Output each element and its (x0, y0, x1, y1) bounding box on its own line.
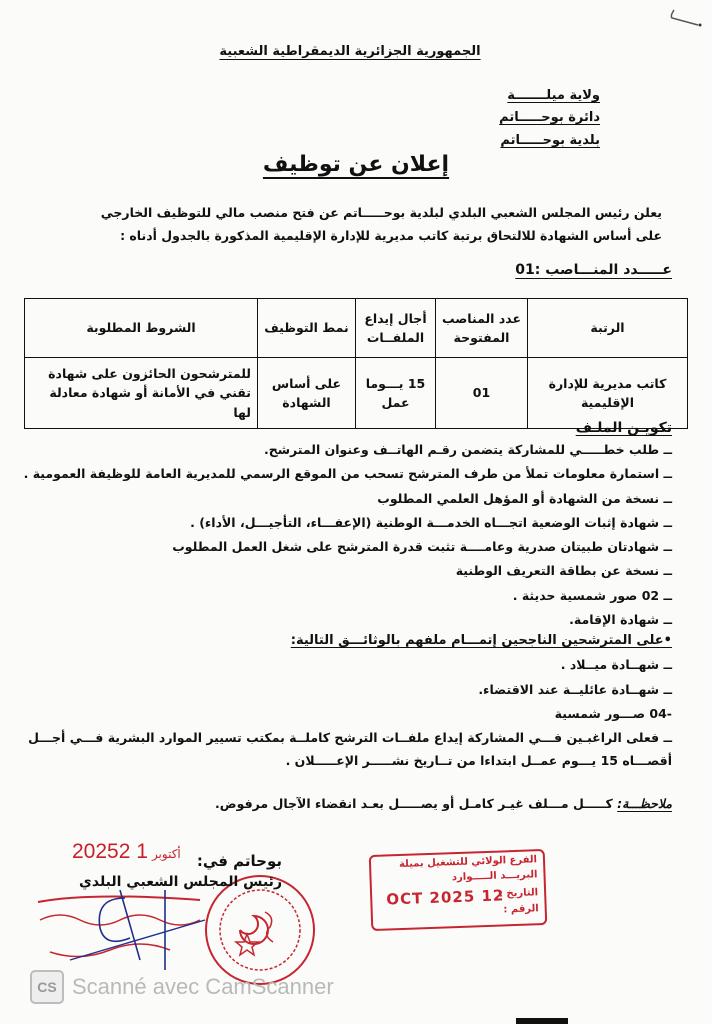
cell-conditions: للمترشحون الحائزون على شهادة تقني في الأمانة أو شهادة معادلة لها (25, 358, 258, 429)
stamp-date: 12 OCT 2025 (385, 886, 505, 909)
republic-heading: الجمهورية الجزائرية الديمقراطية الشعبية (219, 44, 481, 59)
dossier-item: ــ استمارة معلومات تملأ من طرف المترشح تسحب من الموقع الرسمي للمديرية العامة للوظيفة العمومية . (23, 466, 672, 481)
col-header-recruitment-mode: نمط التوظيف (258, 299, 356, 358)
bottom-edge-mark (516, 1018, 568, 1024)
baladia-label: بلدية بوحـــــاتم (500, 133, 600, 148)
dossier-item: ــ 02 صور شمسية حديثة . (512, 588, 672, 603)
daira-label: دائرة بوحـــــاتم (499, 110, 600, 125)
winners-item: ــ شهــادة ميــلاد . (560, 657, 672, 672)
note (215, 796, 672, 811)
col-header-conditions: الشروط المطلوبة (25, 299, 258, 358)
cell-recruitment-mode: على أساس الشهادة (258, 358, 356, 429)
hand-day: 1 2 (118, 840, 148, 863)
rectangular-seal-and-signature (30, 890, 220, 980)
cell-deadline: 15 يـــوما عمل (356, 358, 436, 429)
posts-count: عـــــدد المنـــاصب :01 (515, 262, 672, 278)
cell-grade: كاتب مديرية للإدارة الإقليمية (528, 358, 688, 429)
table-row (25, 358, 688, 429)
stamp-line-2: البريـــد الـــــوارد (451, 869, 538, 884)
dossier-heading: تكويـن الملـف (575, 420, 672, 436)
intro-line-2: على أساس الشهادة للالتحاق برتبة كاتب مديرية للإدارة الإقليمية المذكورة بالجدول أدناه : (120, 228, 662, 243)
corner-pen-mark (668, 8, 708, 28)
intro-line-1: يعلن رئيس المجلس الشعبي البلدي لبلدية بوحـــــاتم عن فتح منصب مالي للتوظيف الخارجي (100, 205, 662, 220)
hand-year: 2025 (72, 840, 119, 863)
winners-item: -04 صـــور شمسية (554, 706, 672, 721)
col-header-deadline: أجال إيداع الملفــات (356, 299, 436, 358)
camscanner-text: Scanné avec CamScanner (72, 974, 334, 999)
dossier-item: ــ نسخة من الشهادة أو المؤهل العلمي المطلوب (377, 491, 672, 506)
camscanner-watermark (30, 970, 334, 1004)
reception-stamp (369, 849, 548, 931)
col-header-grade: الرتبة (528, 299, 688, 358)
deposit-line-2: أقصـــاه 15 يـــوم عمــل ابتداءا من تــاريخ نشـــــر الإعـــــلان . (285, 753, 672, 768)
dossier-item: ــ شهادتان طبيتان صدرية وعامــــة تثبت قدرة المترشح على شغل العمل المطلوب (172, 539, 672, 554)
note-label: ملاحظـــة: (617, 796, 672, 811)
dossier-item: ــ شهادة إثبات الوضعية اتجـــاه الخدمـــة الوطنية (الإعفـــاء، التأجيـــل، الأداء) . (190, 515, 672, 530)
winners-item: ــ شهــادة عائليــة عند الاقتضاء. (478, 682, 672, 697)
stamp-number-label: الرقم : (503, 903, 539, 916)
signature-place: بوحاتم في: (196, 852, 282, 870)
dossier-item: ــ نسخة عن بطاقة التعريف الوطنية (455, 563, 672, 578)
deposit-line-1: ــ فعلى الراغبـين فـــي المشاركة إيداع ملفــات الترشح كاملــة بمكتب تسيير الموارد البشرية فـــي أجـــل (28, 730, 672, 745)
winners-heading: •على المترشحين الناجحين إتمـــام ملفهم بالوثائـــق التالية: (290, 633, 672, 648)
jobs-table (24, 298, 688, 429)
table-header-row (25, 299, 688, 358)
hand-month: أكتوبر (151, 847, 181, 861)
wilaya-label: ولاية ميلـــــــة (507, 88, 600, 103)
handwritten-date (72, 840, 185, 864)
dossier-item: ــ طلب خطـــــي للمشاركة يتضمن رقـم الهاتــف وعنوان المترشح. (263, 442, 672, 457)
camscanner-logo-icon: CS (30, 970, 64, 1004)
col-header-open-posts: عدد المناصب المفتوحة (436, 299, 528, 358)
announcement-title: إعلان عن توظيف (262, 152, 450, 177)
note-text: كـــــل مـــلف غيـر كامـل أو يصـــــل بعـد انقضاء الآجال مرفوض. (215, 796, 618, 811)
cell-open-posts: 01 (436, 358, 528, 429)
dossier-item: ــ شهادة الإقامة. (569, 612, 672, 627)
stamp-date-label: التاريخ : (498, 887, 539, 900)
signature-title: رئيس المجلس الشعبي البلدي (79, 874, 282, 890)
stamp-line-1: الفرع الولائي للتشغيل بميلة (398, 854, 538, 871)
